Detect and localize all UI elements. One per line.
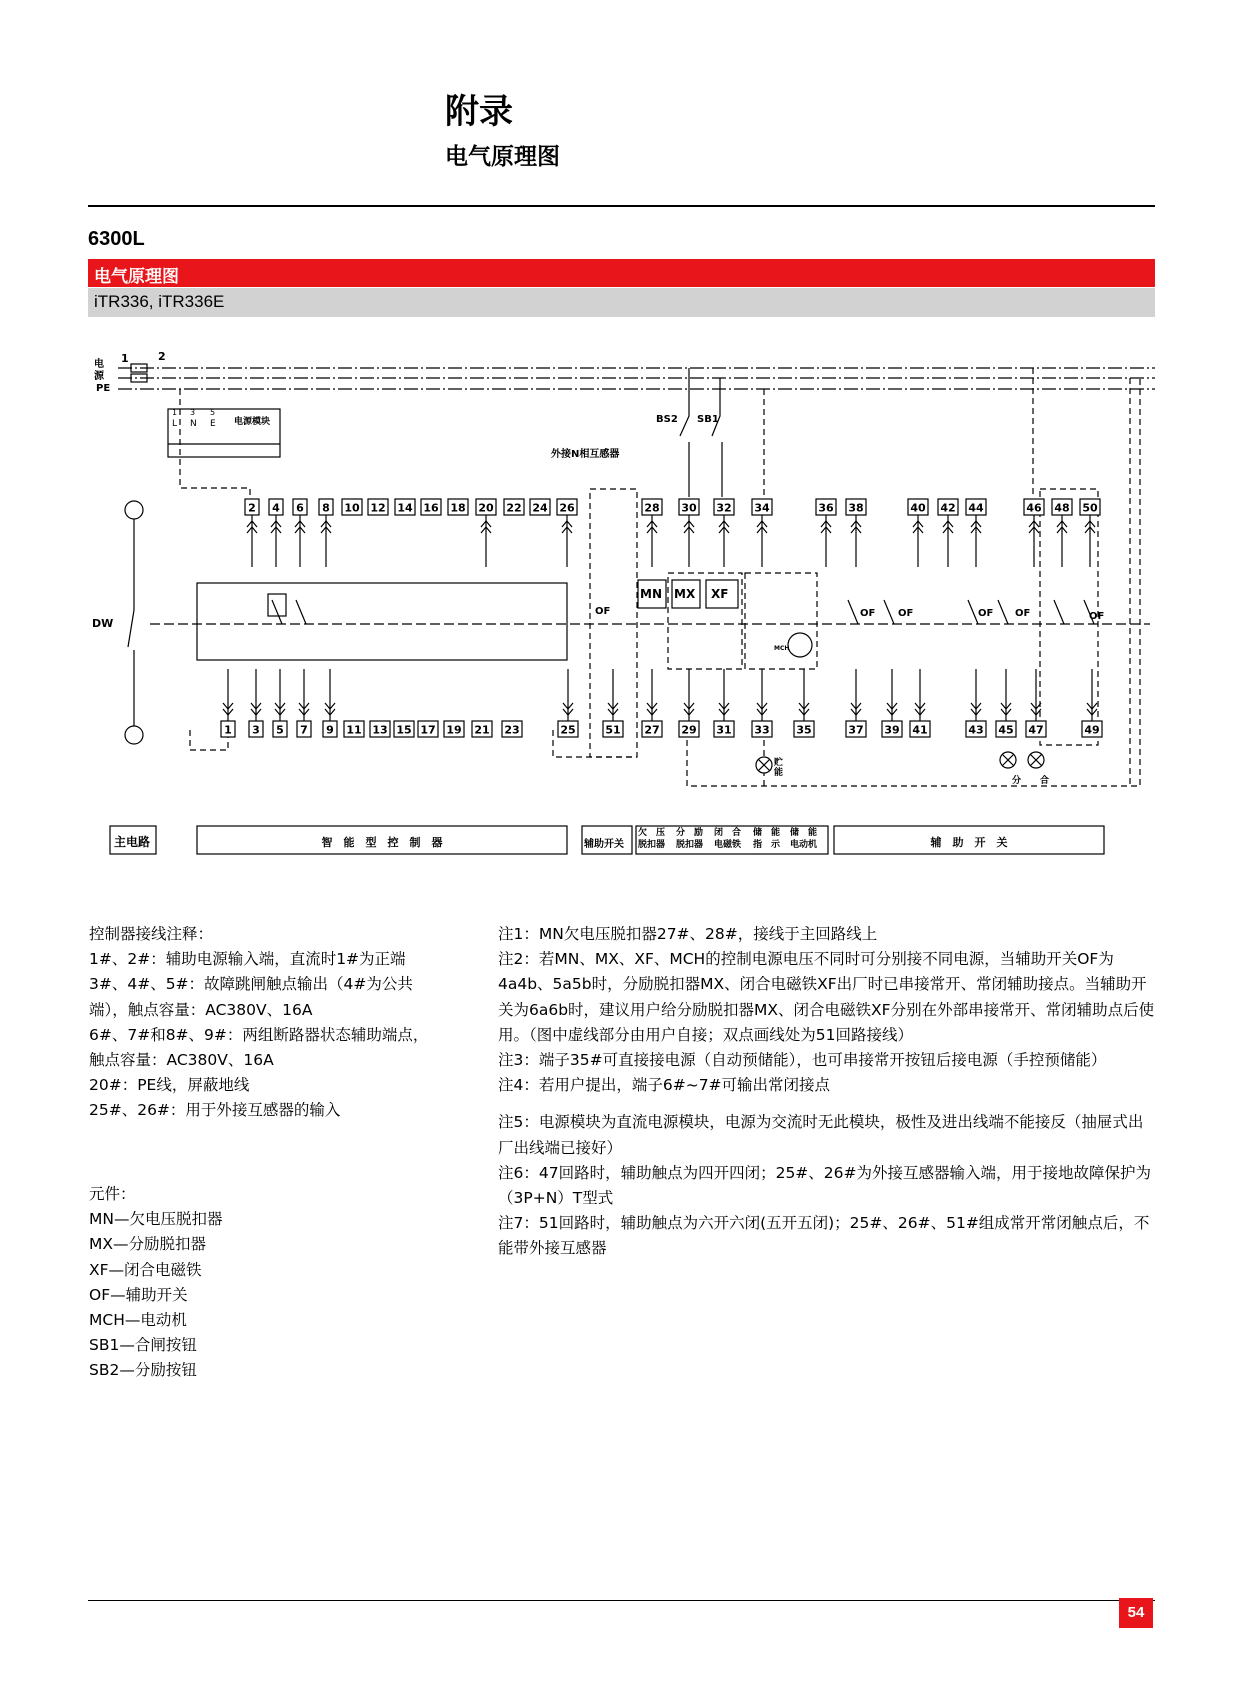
terminal-label-23: 23 (504, 723, 520, 737)
terminal-label-4: 4 (272, 501, 280, 515)
terminal-label-29: 29 (681, 723, 697, 737)
legend-xf-line1: 闭 合 (714, 828, 742, 838)
terminal-label-35: 35 (796, 723, 812, 737)
component-list (89, 1182, 222, 1384)
module-pin-L: L (172, 419, 178, 429)
terminal-label-31: 31 (716, 723, 732, 737)
of-label-4: OF (978, 608, 994, 619)
legend-mn-line2: 脱扣器 (638, 840, 666, 850)
breaker-label: DW (92, 617, 114, 630)
terminal-label-34: 34 (754, 501, 770, 515)
contact-icon (296, 600, 306, 624)
component-heading: 元件： (89, 1185, 136, 1203)
legend-mn-line1: 欠 压 (638, 828, 666, 838)
contact-icon (1054, 600, 1064, 624)
terminal-label-39: 39 (884, 723, 900, 737)
component-item: SB1—合闸按钮 (89, 1336, 197, 1355)
legend-main-circuit: 主电路 (114, 835, 151, 849)
legend-controller: 智 能 型 控 制 器 (321, 836, 443, 849)
terminal-label-13: 13 (372, 723, 388, 737)
device-xf: XF (711, 587, 729, 601)
note-line: 3#、4#、5#：故障跳闸触点输出（4#为公共 (89, 975, 413, 994)
component-item: MCH—电动机 (89, 1311, 187, 1330)
page-title: 附录 (445, 92, 513, 132)
module-pin-3: 3 (190, 408, 196, 417)
module-pin-1: 1 (172, 408, 178, 417)
component-item: SB2—分励按钮 (89, 1361, 197, 1380)
note-2: 注2：若MN、MX、XF、MCH的控制电源电压不同时可分别接不同电源，当辅助开关OF为4a4b、5a5b时，分励脱扣器MX、闭合电磁铁XF出厂时已串接常开、常闭辅助接点。当辅助开关为6a6b时，建议用户给分励脱扣器MX、闭合电磁铁XF分别在外部串接常开、常闭辅助点后使用。（图中虚线部分由用户自接；双点画线处为51回路接线） (498, 950, 1155, 1044)
terminal-label-33: 33 (754, 723, 770, 737)
terminal-label-37: 37 (848, 723, 864, 737)
legend-aux-switch: 辅 助 开 关 (930, 836, 1008, 849)
terminal-label-8: 8 (322, 501, 330, 515)
terminal-label-11: 11 (346, 723, 362, 737)
component-item: OF—辅助开关 (89, 1285, 188, 1304)
legend-mx-line1: 分 励 (676, 828, 704, 838)
note-1: 注1：MN欠电压脱扣器27#、28#，接线于主回路线上 (498, 925, 878, 943)
terminal-label-1: 1 (121, 352, 129, 365)
legend-store-ind-line1: 储 能 (753, 828, 781, 838)
terminal-label-32: 32 (716, 501, 732, 515)
terminal-label-36: 36 (818, 501, 834, 515)
terminal-label-15: 15 (396, 723, 412, 737)
note-line: 触点容量：AC380V、16A (89, 1051, 274, 1070)
note-line: 端），触点容量：AC380V、16A (89, 1000, 313, 1019)
lamp-label-store: 贮能 (774, 758, 784, 778)
terminal-label-25: 25 (560, 723, 576, 737)
terminal-label-43: 43 (968, 723, 984, 737)
terminal-label-3: 3 (252, 723, 260, 737)
legend-xf (714, 827, 741, 851)
legend-xf-line2: 电磁铁 (714, 840, 742, 850)
module-title: 电源模块 (234, 417, 271, 427)
contact-icon (272, 600, 282, 624)
terminal-label-2: 2 (158, 350, 166, 363)
note-7: 注7：51回路时，辅助触点为六开六闭(五开五闭)；25#、26#、51#组成常开常闭触点后，不能带外接互感器 (498, 1214, 1150, 1258)
legend-mx-line2: 脱扣器 (676, 840, 704, 850)
note-5: 注5：电源模块为直流电源模块，电源为交流时无此模块，极性及进出线端不能接反（抽屉式出厂出线端已接好） (498, 1113, 1144, 1157)
terminal-label-49: 49 (1084, 723, 1100, 737)
of-label-6: OF (1089, 611, 1105, 622)
terminal-label-50: 50 (1082, 501, 1098, 515)
terminal-label-16: 16 (423, 501, 439, 515)
terminal-label-46: 46 (1026, 501, 1042, 515)
terminal-label-14: 14 (397, 501, 413, 515)
terminal-label-22: 22 (506, 501, 522, 515)
terminal-label-12: 12 (370, 501, 386, 515)
terminal-label-27: 27 (644, 723, 660, 737)
section-bar-title: 电气原理图 (94, 267, 179, 287)
motor-label: MCH (774, 645, 790, 652)
footer-divider (88, 1600, 1155, 1601)
note-6: 注6：47回路时，辅助触点为四开四闭；25#、26#为外接互感器输入端，用于接地故障保护为（3P+N）T型式 (498, 1163, 1152, 1208)
page-number: 54 (1119, 1598, 1153, 1628)
legend-store-motor-line1: 储 能 (790, 828, 818, 838)
of-label-3: OF (898, 608, 914, 619)
terminal-label-10: 10 (344, 501, 360, 515)
contact-icon (848, 600, 858, 624)
lamp-label-open: 分 (1012, 776, 1022, 786)
terminal-label-7: 7 (300, 723, 308, 737)
module-pin-N: N (190, 419, 197, 429)
module-pin-5: 5 (210, 408, 216, 417)
page-subtitle: 电气原理图 (445, 144, 560, 170)
terminal-label-18: 18 (450, 501, 466, 515)
controller-notes (89, 922, 428, 1124)
terminal-label-47: 47 (1028, 723, 1044, 737)
terminal-label-45: 45 (998, 723, 1014, 737)
legend-store-motor-line2: 电动机 (790, 840, 818, 850)
supply-label-pe: PE (96, 383, 111, 394)
terminal-label-2: 2 (248, 501, 256, 515)
note-line: 25#、26#：用于外接互感器的输入 (89, 1101, 341, 1120)
legend-store-ind-line2: 指 示 (753, 840, 781, 850)
contact-icon (998, 600, 1008, 624)
note-4: 注4：若用户提出，端子6#~7#可输出常闭接点 (498, 1076, 831, 1095)
of-label-1: OF (595, 606, 611, 617)
legend-aux-switch-short: 辅助开关 (584, 839, 624, 850)
ct-label: 外接N相互感器 (551, 449, 620, 460)
terminal-label-40: 40 (910, 501, 926, 515)
model-name: 6300L (88, 228, 145, 250)
terminal-label-38: 38 (848, 501, 864, 515)
of-label-2: OF (860, 608, 876, 619)
contact-icon (968, 600, 978, 624)
terminal-label-5: 5 (276, 723, 284, 737)
note-3: 注3：端子35#可直接接电源（自动预储能），也可串接常开按钮后接电源（手控预储能） (498, 1051, 1107, 1070)
button-label-sb1: SB1 (697, 414, 719, 425)
terminal-label-1: 1 (224, 723, 232, 737)
button-label-bs2: BS2 (656, 414, 678, 425)
terminal-label-42: 42 (940, 501, 956, 515)
note-line: 1#、2#：辅助电源输入端，直流时1#为正端 (89, 950, 406, 969)
legend-store-ind (753, 827, 780, 851)
terminal-label-21: 21 (474, 723, 490, 737)
terminal-label-30: 30 (681, 501, 697, 515)
component-item: MX—分励脱扣器 (89, 1235, 206, 1254)
terminal-label-6: 6 (296, 501, 304, 515)
component-item: XF—闭合电磁铁 (89, 1260, 202, 1279)
component-item: MN—欠电压脱扣器 (89, 1210, 223, 1229)
module-pin-E: E (210, 419, 216, 429)
supply-label-2: 源 (94, 371, 104, 382)
legend-mx (676, 827, 703, 851)
note-line: 控制器接线注释： (89, 925, 214, 943)
legend-mn (638, 827, 665, 851)
note-line: 6#、7#和8#、9#：两组断路器状态辅助端点， (89, 1025, 429, 1044)
of-label-5: OF (1015, 608, 1031, 619)
terminal-label-41: 41 (912, 723, 928, 737)
terminal-label-17: 17 (420, 723, 436, 737)
terminal-label-9: 9 (326, 723, 334, 737)
lamp-label-close: 合 (1040, 776, 1050, 786)
terminal-label-51: 51 (605, 723, 621, 737)
variant-label: iTR336, iTR336E (94, 292, 225, 311)
terminal-label-20: 20 (478, 501, 494, 515)
device-mn: MN (640, 587, 662, 601)
terminal-label-28: 28 (644, 501, 660, 515)
terminal-label-48: 48 (1054, 501, 1070, 515)
contact-icon (884, 600, 894, 624)
terminal-label-26: 26 (559, 501, 575, 515)
terminal-label-44: 44 (968, 501, 984, 515)
general-notes (498, 922, 1158, 1262)
terminal-label-19: 19 (446, 723, 462, 737)
legend-store-motor (790, 827, 817, 851)
note-line: 20#：PE线，屏蔽地线 (89, 1076, 250, 1095)
device-mx: MX (674, 587, 696, 601)
terminal-label-24: 24 (532, 501, 548, 515)
supply-label-1: 电 (94, 359, 104, 370)
